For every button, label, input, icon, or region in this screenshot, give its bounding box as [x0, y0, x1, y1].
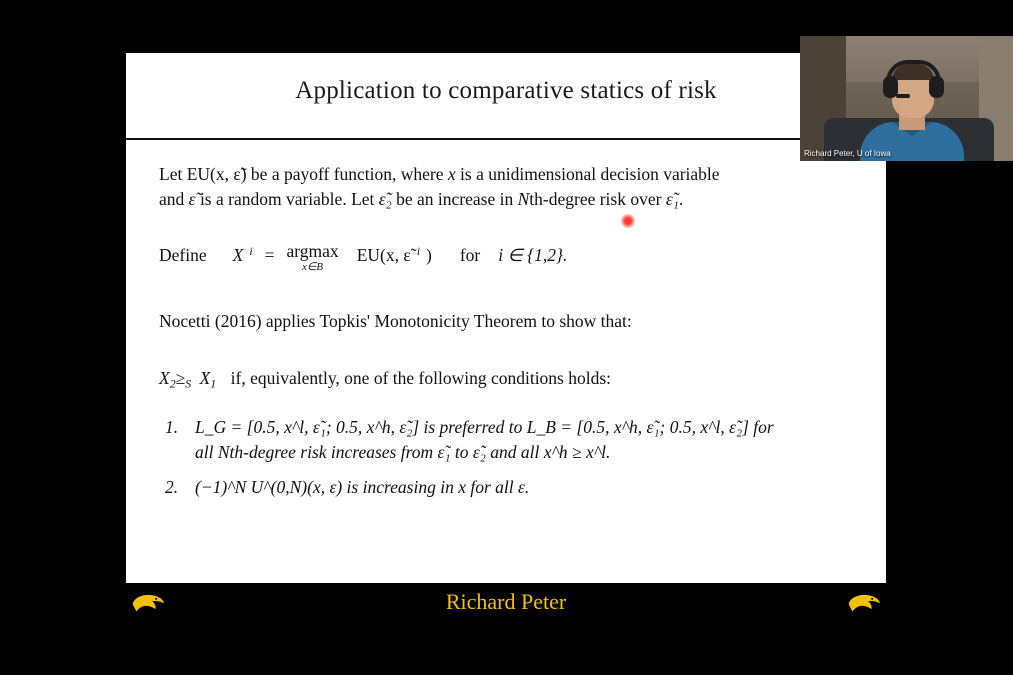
webcam-video-tile[interactable]	[800, 36, 1013, 161]
condition-number: 2.	[165, 476, 179, 497]
define-keyword: Define	[159, 244, 207, 265]
ordering-statement	[159, 366, 853, 393]
condition-line-1: (−1)^N U^(0,N)(x, ε) is increasing in x for all ε.	[195, 476, 530, 497]
ordering-lhs-sub: 2	[169, 376, 176, 391]
intro-paragraph	[159, 162, 853, 213]
slide-canvas	[126, 53, 886, 583]
define-for: for	[459, 244, 481, 265]
define-operand-tail: )	[426, 244, 432, 265]
ordering-rhs-sub: 1	[210, 376, 217, 391]
intro-var-x: x	[447, 164, 456, 184]
ordering-relation: ≥	[175, 368, 186, 389]
define-equals: =	[264, 244, 275, 265]
intro-epsilon: ε̃	[188, 189, 196, 210]
slide-footer	[126, 586, 886, 622]
headset-microphone-icon	[896, 94, 910, 98]
intro-text-f: be an increase in	[391, 189, 518, 210]
hawkeye-logo-icon	[842, 586, 886, 619]
condition-line-2: all Nth-degree risk increases from ε̃₁ to ε̃₂ and all x^h ≥ x^l.	[195, 442, 611, 463]
page-title: Application to comparative statics of risk	[295, 77, 717, 104]
define-index: i ∈ {1,2}.	[498, 244, 568, 265]
intro-n: N	[517, 189, 530, 210]
intro-text-d: and	[159, 189, 189, 210]
define-operand-subscript: i	[416, 243, 421, 258]
define-equation	[159, 240, 853, 274]
hawkeye-logo-right-glyph	[847, 593, 881, 613]
argmax-label: argmax	[286, 240, 339, 261]
citation-line: Nocetti (2016) applies Topkis' Monotonicity Theorem to show that:	[159, 311, 632, 332]
ordering-relation-sub: S	[185, 376, 192, 391]
argmax-subscript: x∈B	[302, 261, 324, 274]
slide-title-area	[126, 53, 886, 140]
intro-text-h: .	[678, 189, 684, 210]
intro-text-e: is a random variable. Let	[195, 189, 379, 210]
headset-earcup-right-icon	[929, 76, 944, 98]
ordering-text: if, equivalently, one of the following conditions holds:	[230, 368, 612, 389]
argmax-operator	[286, 240, 339, 274]
intro-text-c: is a unidimensional decision variable	[455, 164, 720, 184]
ordering-lhs: X	[159, 368, 170, 389]
intro-eu-expression: EU(x, ε̃)	[186, 164, 247, 184]
intro-text-b: be a payoff function, where	[246, 164, 448, 184]
define-lhs: X	[232, 244, 244, 265]
intro-text-a: Let	[159, 164, 187, 184]
intro-epsilon-1: ε̃₁	[665, 189, 679, 210]
list-item	[159, 415, 853, 466]
condition-number: 1.	[165, 417, 179, 438]
webcam-participant-label: Richard Peter, U of Iowa	[804, 149, 891, 158]
intro-epsilon-2: ε̃₂	[378, 189, 392, 210]
condition-line-1: L_G = [0.5, x^l, ε̃₁; 0.5, x^h, ε̃₂] is preferred to L_B = [0.5, x^h, ε̃₁; 0.5, x^l, ε̃₂] for	[195, 417, 774, 438]
define-lhs-subscript: i	[249, 243, 253, 258]
define-operand: EU(x, ε̃	[356, 244, 411, 265]
conditions-list	[159, 415, 853, 500]
laser-pointer-cursor	[621, 214, 635, 228]
intro-text-g: th-degree risk over	[529, 189, 666, 210]
presenter-name: Richard Peter	[445, 589, 567, 614]
ordering-rhs: X	[199, 368, 211, 389]
list-item	[159, 475, 853, 500]
slide-body	[126, 140, 886, 500]
